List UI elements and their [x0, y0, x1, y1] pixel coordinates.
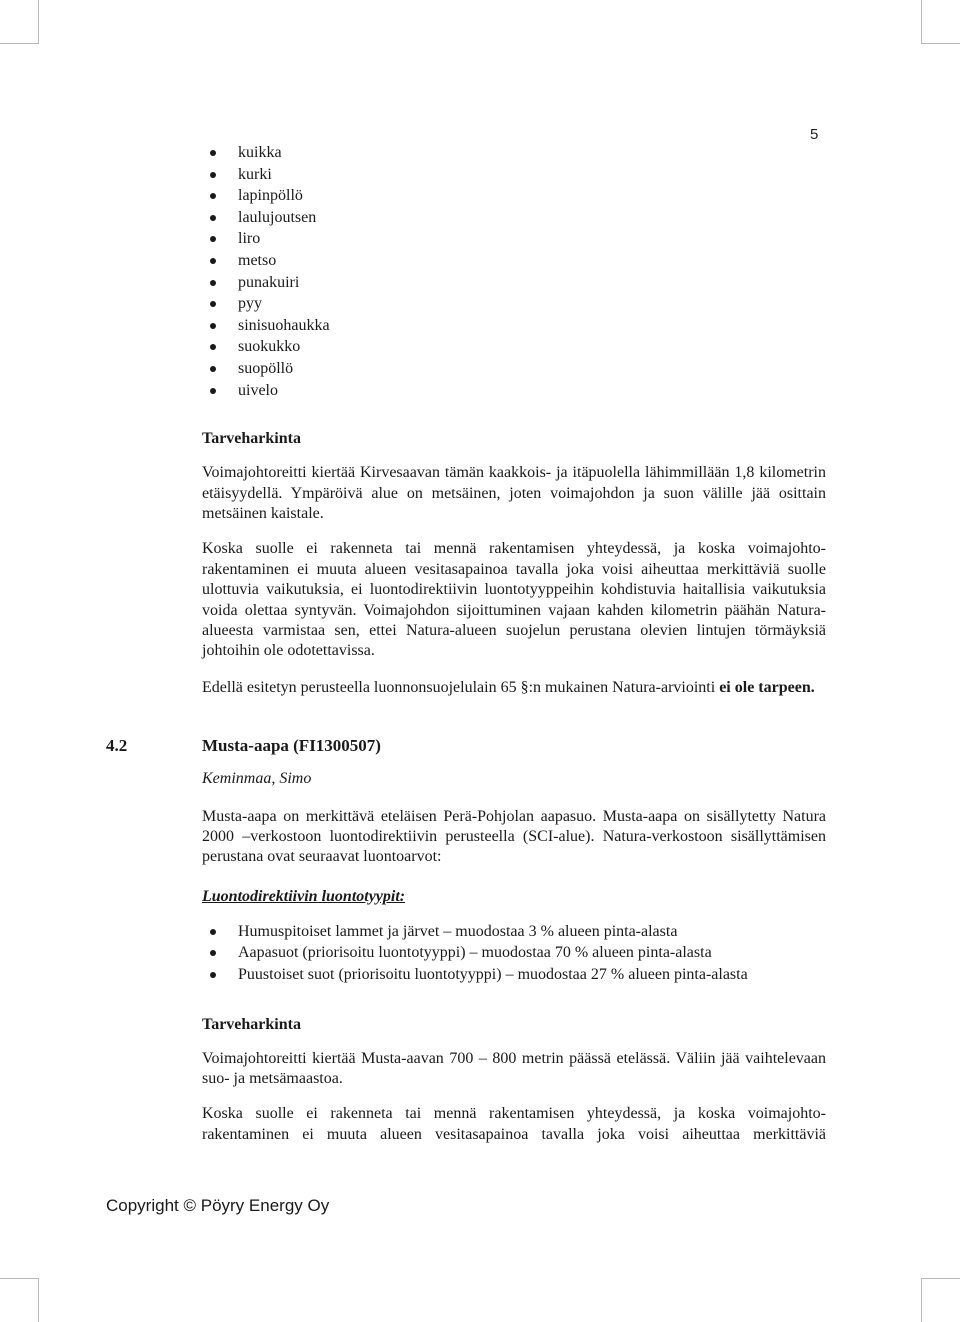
paragraph: Koska suolle ei rakenneta tai mennä rakentamisen yhteydessä, ja koska voimajohto-rakentaminen ei muuta alueen vesitasapainoa tavalla joka voisi aiheuttaa merkittäviä suolle ulottuvia vaikutuksia, ei luontodirektiivin luontotyyppeihin kohdistuvia haitallisia vaikutuksia voida olettaa syntyvän. Voimajohdon sijoittuminen vajaan kahden kilometrin päähän Natura-alueesta varmistaa sen, ettei Natura-alueen suojelun perustana olevien lintujen törmäyksiä johtoihin ole odotettavissa.: [202, 540, 826, 660]
list-item: Puustoiset suot (priorisoitu luontotyyppi) – muodostaa 27 % alueen pinta-alasta: [202, 964, 826, 986]
conclusion-paragraph: [202, 677, 826, 698]
crop-mark: [0, 1278, 38, 1279]
crop-mark: [38, 1278, 39, 1322]
crop-mark: [922, 1278, 960, 1279]
section-header: [106, 735, 826, 757]
list-item: liro: [202, 228, 826, 250]
habitat-list: [202, 921, 826, 986]
page-content: [106, 142, 826, 1145]
section-heading: Tarveharkinta: [202, 430, 301, 448]
list-item: punakuiri: [202, 272, 826, 294]
bird-list: [202, 142, 826, 401]
list-item: uivelo: [202, 380, 826, 402]
page-number: 5: [810, 126, 819, 143]
paragraph: Voimajohtoreitti kiertää Kirvesaavan tämän kaakkois- ja itäpuolella lähimmillään 1,8 kilometrin etäisyydellä. Ympäröivä alue on metsäinen, joten voimajohdon ja suon välille jää osittain metsäinen kaistale.: [202, 464, 826, 522]
habitat-heading: Luontodirektiivin luontotyypit:: [202, 887, 406, 905]
list-item: metso: [202, 250, 826, 272]
list-item: Humuspitoiset lammet ja järvet – muodostaa 3 % alueen pinta-alasta: [202, 921, 826, 943]
footer-copyright: Copyright © Pöyry Energy Oy: [106, 1196, 330, 1215]
conclusion-emphasis: ei ole tarpeen.: [719, 678, 815, 696]
crop-mark: [921, 0, 922, 44]
list-item: kurki: [202, 164, 826, 186]
section-title: Musta-aapa (FI1300507): [202, 736, 381, 756]
crop-mark: [38, 0, 39, 44]
section-number: 4.2: [106, 736, 128, 756]
conclusion-text: Edellä esitetyn perusteella luonnonsuojelulain 65 §:n mukainen Natura-arviointi: [202, 678, 720, 696]
location-subtitle: Keminmaa, Simo: [202, 770, 312, 788]
list-item: suopöllö: [202, 358, 826, 380]
paragraph: Voimajohtoreitti kiertää Musta-aavan 700 – 800 metrin päässä etelässä. Väliin jää vaihtelevaan suo- ja metsämaastoa.: [202, 1049, 826, 1087]
list-item: suokukko: [202, 336, 826, 358]
list-item: sinisuohaukka: [202, 315, 826, 337]
list-item: kuikka: [202, 142, 826, 164]
crop-mark: [922, 43, 960, 44]
crop-mark: [921, 1278, 922, 1322]
paragraph: Musta-aapa on merkittävä eteläisen Perä-Pohjolan aapasuo. Musta-aapa on sisällytetty Natura 2000 –verkostoon luontodirektiivin perusteella (SCI-alue). Natura-verkostoon sisällyttämisen perustana ovat seuraavat luontoarvot:: [202, 807, 826, 866]
crop-mark: [0, 43, 38, 44]
list-item: pyy: [202, 293, 826, 315]
list-item: lapinpöllö: [202, 185, 826, 207]
list-item: Aapasuot (priorisoitu luontotyyppi) – muodostaa 70 % alueen pinta-alasta: [202, 942, 826, 964]
list-item: laulujoutsen: [202, 207, 826, 229]
paragraph: Koska suolle ei rakenneta tai mennä rakentamisen yhteydessä, ja koska voimajohto-rakentaminen ei muuta alueen vesitasapainoa tavalla joka voisi aiheuttaa merkittäviä: [202, 1105, 826, 1143]
section-heading: Tarveharkinta: [202, 1015, 301, 1033]
